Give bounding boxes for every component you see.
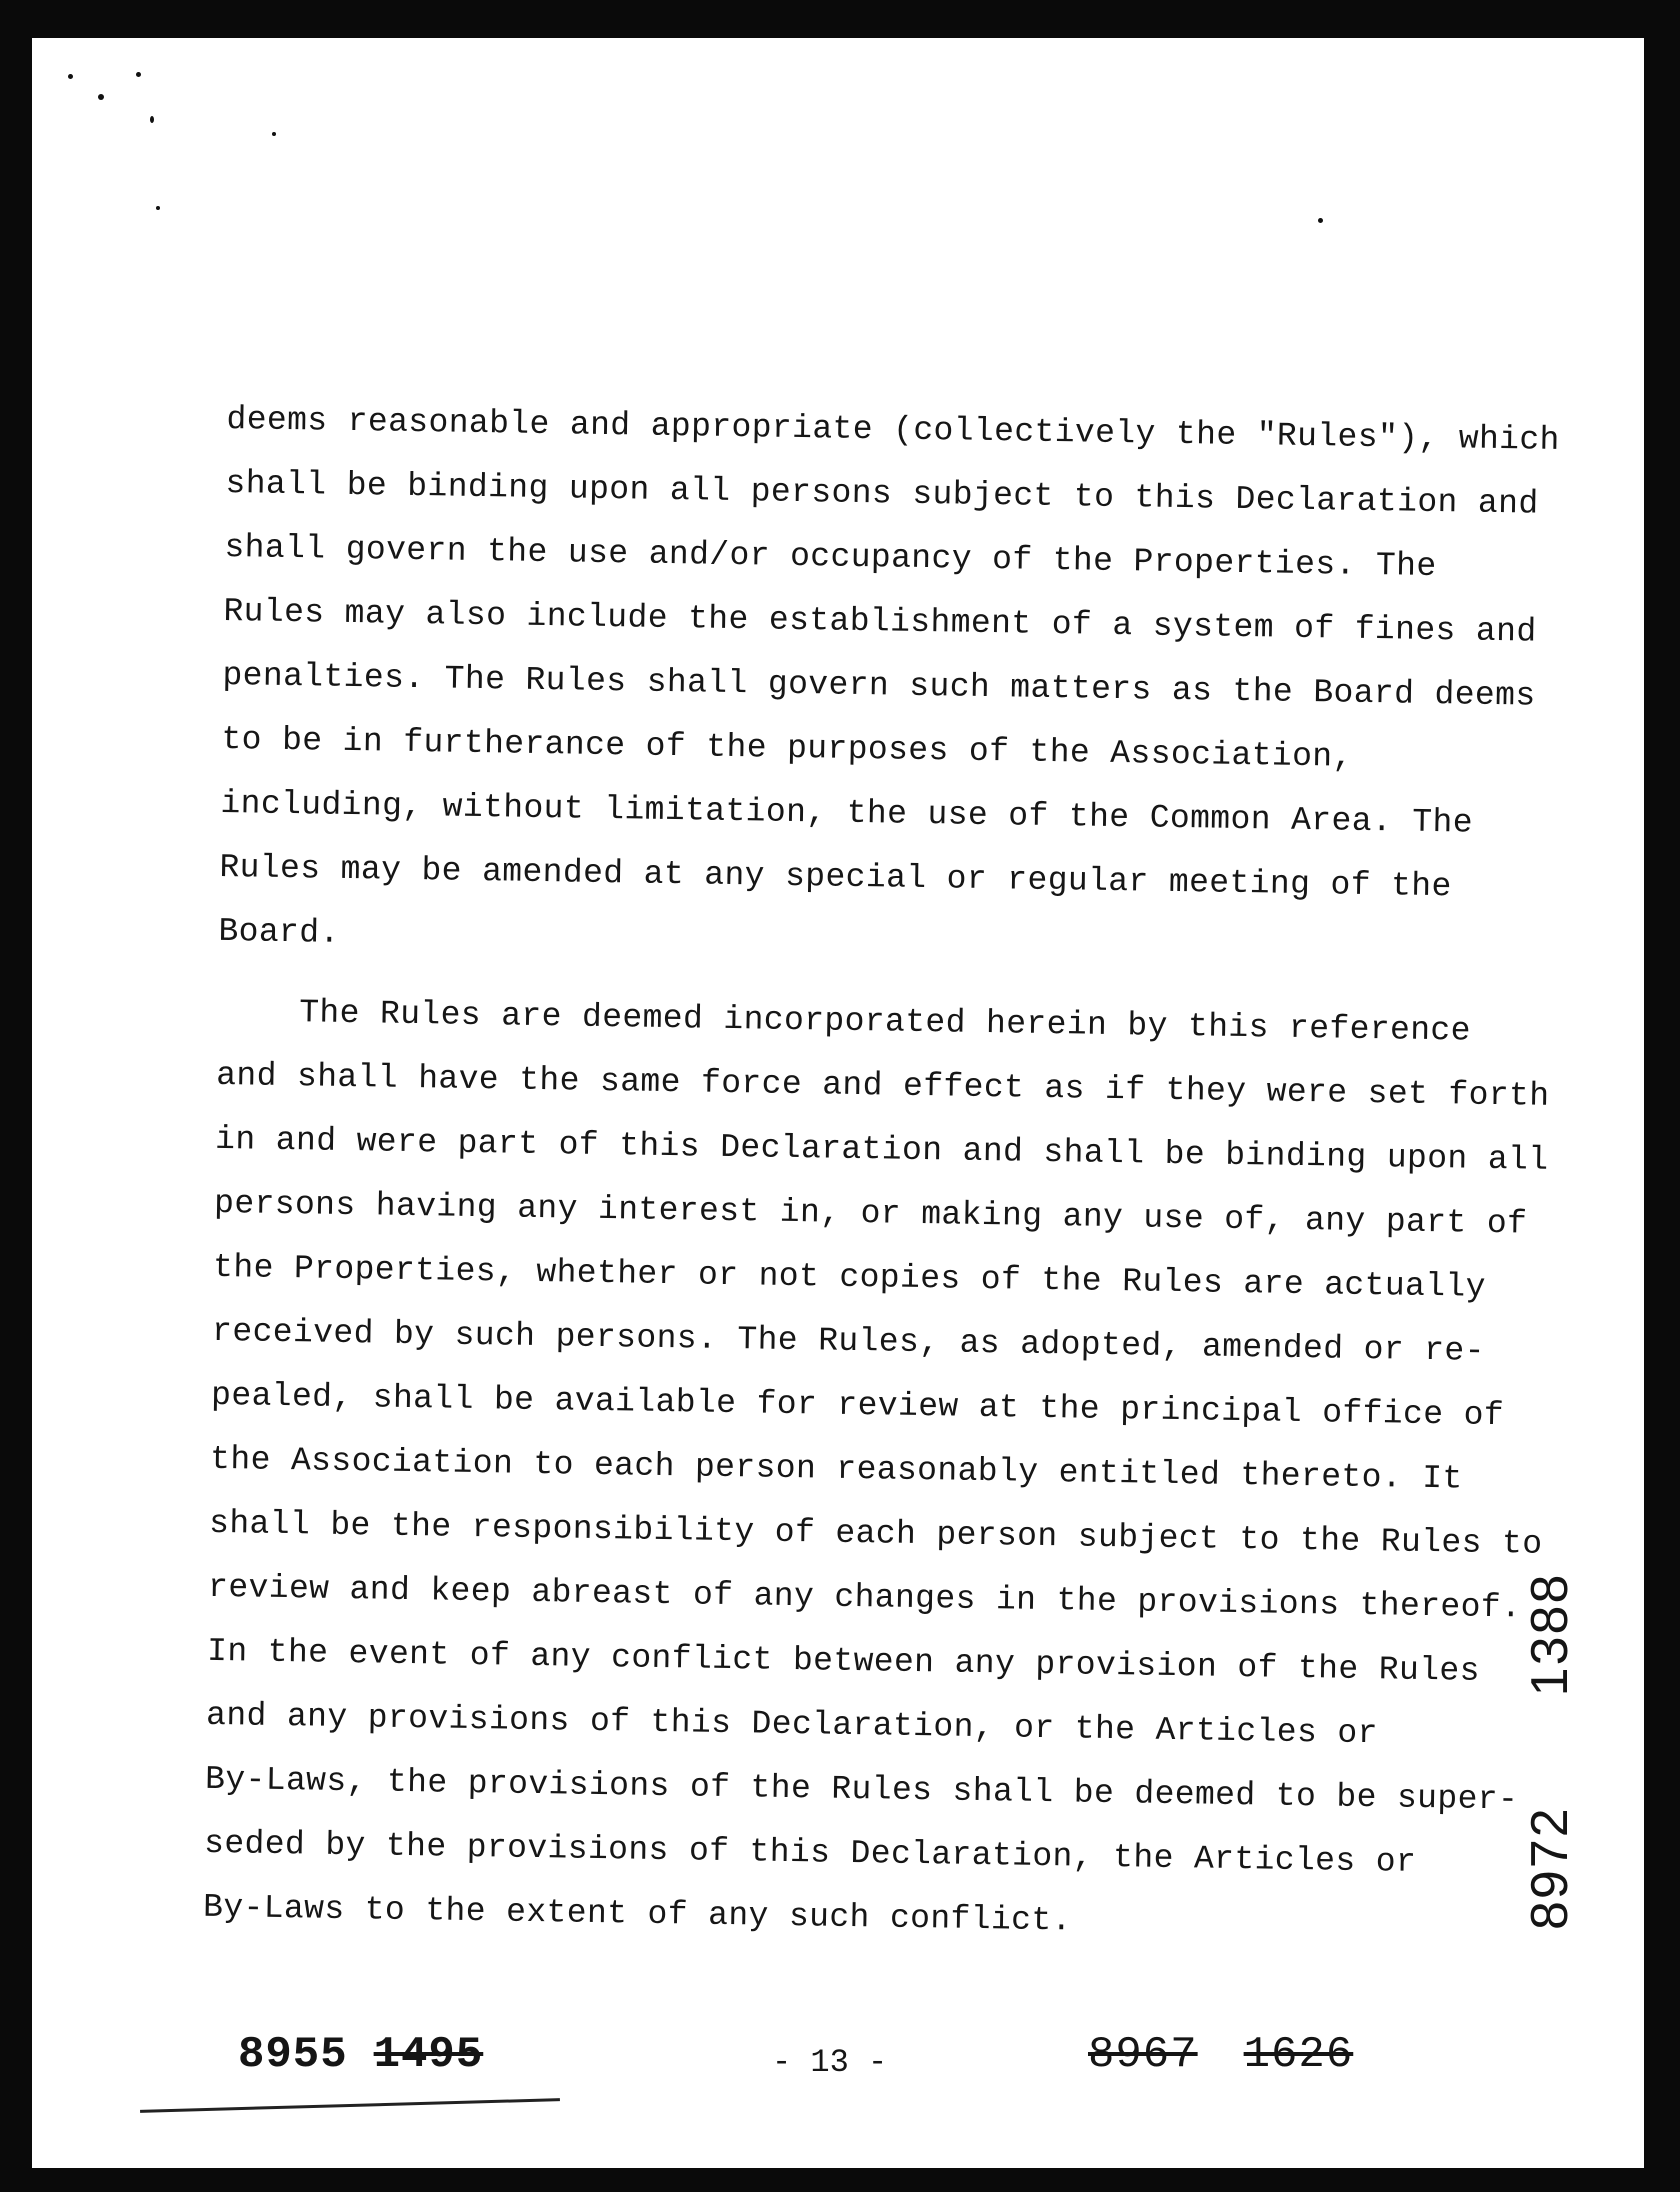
paragraph [218,388,1627,986]
scan-speck [136,72,141,77]
text-line: Rules may also include the establishment of a system of fines and [223,592,1537,651]
scan-speck [98,94,104,100]
scan-speck [272,132,276,136]
text-line: By-Laws, the provisions of the Rules shall be deemed to be super- [204,1760,1519,1819]
text-line: received by such persons. The Rules, as adopted, amended or re- [211,1312,1486,1370]
paragraph [203,980,1618,1962]
text-line: pealed, shall be available for review at the principal office of [210,1376,1505,1435]
text-line: persons having any interest in, or making any use of, any part of [213,1184,1528,1243]
text-line: and any provisions of this Declaration, or the Articles or [205,1696,1379,1753]
scan-speck [68,74,73,79]
text-line: the Association to each person reasonably entitled thereto. It [209,1440,1463,1498]
page-number: - 13 - [772,2044,888,2081]
scan-speck [1318,218,1323,223]
text-line: the Properties, whether or not copies of the Rules are actually [212,1248,1487,1306]
body-text [203,388,1627,1962]
right-stamp [1088,2030,1353,2080]
text-line: shall be the responsibility of each person subject to the Rules to [208,1504,1543,1563]
side-stamp-first: 8972 [1521,1806,1579,1930]
text-line: Board. [218,912,340,952]
text-line: shall be binding upon all persons subject to this Declaration and [225,464,1539,523]
text-line: In the event of any conflict between any provision of the Rules [206,1632,1481,1690]
text-line: review and keep abreast of any changes in the provisions thereof. [207,1568,1522,1627]
side-stamp [1520,1573,1580,1930]
text-line: deems reasonable and appropriate (collectively the "Rules"), which [226,400,1561,459]
text-line: seded by the provisions of this Declaration, the Articles or [203,1824,1417,1881]
text-line: in and were part of this Declaration and shall be binding upon all [214,1120,1549,1179]
text-line: Rules may be amended at any special or regular meeting of the [219,848,1453,906]
scan-speck [156,206,160,210]
text-line: to be in furtherance of the purposes of the Association, [221,720,1354,776]
left-stamp-struck-number: 1495 [373,2030,484,2080]
text-line: penalties. The Rules shall govern such matters as the Board deems [222,656,1536,715]
text-line: including, without limitation, the use of the Common Area. The [220,784,1474,842]
text-line: By-Laws to the extent of any such conflict. [202,1888,1073,1940]
text-line: The Rules are deemed incorporated herein by this reference [298,994,1472,1050]
text-line: and shall have the same force and effect as if they were set forth [215,1056,1550,1115]
text-line: shall govern the use and/or occupancy of the Properties. The [224,528,1437,586]
document-page [32,38,1644,2168]
scan-speck [150,116,154,123]
left-stamp-number: 8955 [238,2030,348,2080]
left-stamp [238,2030,483,2080]
right-stamp-second-number: 1626 [1243,2030,1354,2080]
right-stamp-first-number: 8967 [1088,2030,1198,2080]
side-stamp-second: 1388 [1521,1572,1579,1697]
